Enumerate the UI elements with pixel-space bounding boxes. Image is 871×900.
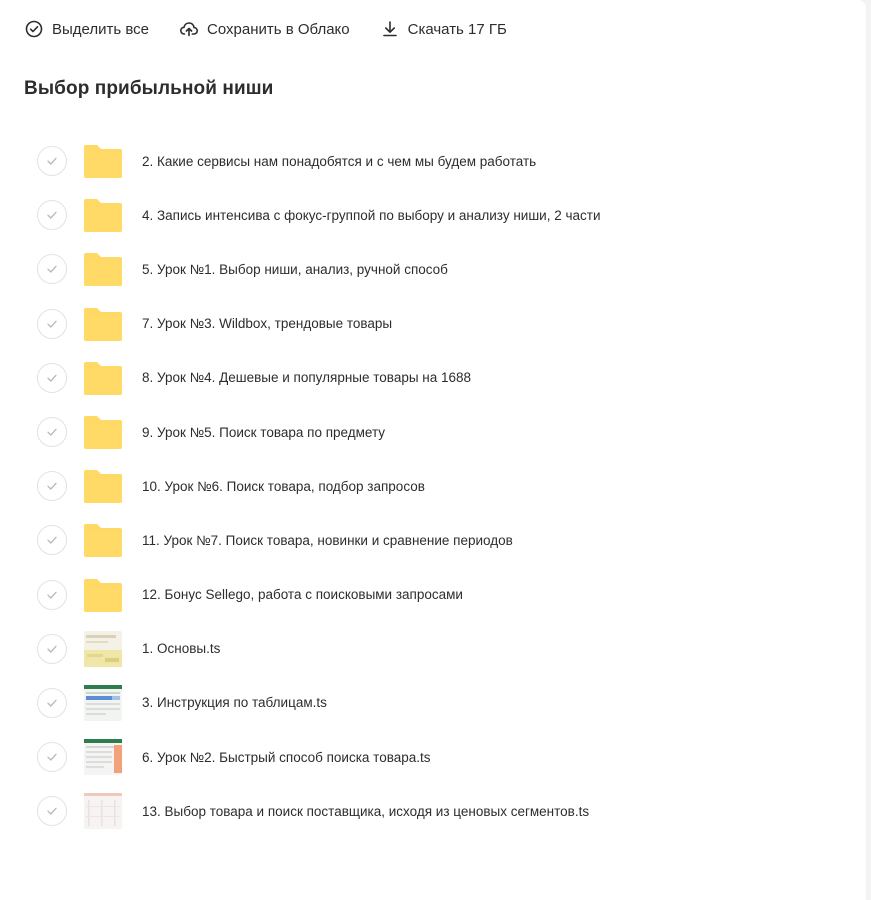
select-checkbox[interactable] <box>37 309 67 339</box>
select-checkbox[interactable] <box>37 471 67 501</box>
folder-icon <box>83 576 123 614</box>
folder-row[interactable] <box>24 242 844 296</box>
check-icon <box>46 209 58 221</box>
select-all-label: Выделить все <box>52 20 150 38</box>
file-list <box>24 134 844 838</box>
check-icon <box>46 643 58 655</box>
folder-icon <box>83 305 123 343</box>
video-thumbnail <box>83 738 123 776</box>
file-row[interactable] <box>24 784 844 838</box>
cloud-upload-icon <box>179 19 199 39</box>
item-name: 1. Основы.ts <box>142 641 221 657</box>
download-button[interactable] <box>380 16 507 42</box>
select-checkbox[interactable] <box>37 417 67 447</box>
select-checkbox[interactable] <box>37 688 67 718</box>
item-name: 4. Запись интенсива с фокус-группой по выбору и анализу ниши, 2 части <box>142 207 601 223</box>
file-row[interactable] <box>24 676 844 730</box>
check-icon <box>46 372 58 384</box>
select-checkbox[interactable] <box>37 580 67 610</box>
select-checkbox[interactable] <box>37 200 67 230</box>
select-checkbox[interactable] <box>37 634 67 664</box>
folder-row[interactable] <box>24 188 844 242</box>
check-icon <box>46 318 58 330</box>
download-icon <box>380 19 400 39</box>
item-name: 3. Инструкция по таблицам.ts <box>142 695 327 711</box>
check-icon <box>46 697 58 709</box>
video-thumbnail <box>83 792 123 830</box>
file-row[interactable] <box>24 622 844 676</box>
download-label: Скачать 17 ГБ <box>407 20 507 38</box>
select-checkbox[interactable] <box>37 146 67 176</box>
save-to-cloud-label: Сохранить в Облако <box>207 20 350 38</box>
folder-row[interactable] <box>24 351 844 405</box>
item-name: 13. Выбор товара и поиск поставщика, исходя из ценовых сегментов.ts <box>142 803 590 819</box>
folder-icon <box>83 467 123 505</box>
folder-icon <box>83 521 123 559</box>
folder-row[interactable] <box>24 568 844 622</box>
file-row[interactable] <box>24 730 844 784</box>
select-all-button[interactable] <box>24 16 149 42</box>
folder-icon <box>83 359 123 397</box>
select-checkbox[interactable] <box>37 796 67 826</box>
item-name: 9. Урок №5. Поиск товара по предмету <box>142 424 386 440</box>
select-checkbox[interactable] <box>37 363 67 393</box>
check-icon <box>46 263 58 275</box>
check-icon <box>46 426 58 438</box>
folder-row[interactable] <box>24 405 844 459</box>
check-icon <box>46 534 58 546</box>
folder-row[interactable] <box>24 513 844 567</box>
folder-title: Выбор прибыльной ниши <box>24 78 274 99</box>
select-checkbox[interactable] <box>37 254 67 284</box>
item-name: 11. Урок №7. Поиск товара, новинки и сравнение периодов <box>142 532 513 548</box>
item-name: 8. Урок №4. Дешевые и популярные товары на 1688 <box>142 370 472 386</box>
folder-row[interactable] <box>24 134 844 188</box>
check-circle-icon <box>24 19 44 39</box>
item-name: 12. Бонус Sellego, работа с поисковыми запросами <box>142 587 463 603</box>
video-thumbnail <box>83 630 123 668</box>
save-to-cloud-button[interactable] <box>179 16 350 42</box>
folder-icon <box>83 142 123 180</box>
select-checkbox[interactable] <box>37 742 67 772</box>
item-name: 2. Какие сервисы нам понадобятся и с чем мы будем работать <box>142 153 537 169</box>
folder-icon <box>83 250 123 288</box>
check-icon <box>46 480 58 492</box>
check-icon <box>46 805 58 817</box>
folder-icon <box>83 413 123 451</box>
toolbar <box>24 16 537 42</box>
folder-row[interactable] <box>24 459 844 513</box>
item-name: 7. Урок №3. Wildbox, трендовые товары <box>142 316 393 332</box>
video-thumbnail <box>83 684 123 722</box>
item-name: 6. Урок №2. Быстрый способ поиска товара.ts <box>142 749 431 765</box>
folder-row[interactable] <box>24 297 844 351</box>
item-name: 10. Урок №6. Поиск товара, подбор запросов <box>142 478 425 494</box>
check-icon <box>46 589 58 601</box>
check-icon <box>46 155 58 167</box>
folder-icon <box>83 196 123 234</box>
select-checkbox[interactable] <box>37 525 67 555</box>
check-icon <box>46 751 58 763</box>
item-name: 5. Урок №1. Выбор ниши, анализ, ручной способ <box>142 261 448 277</box>
